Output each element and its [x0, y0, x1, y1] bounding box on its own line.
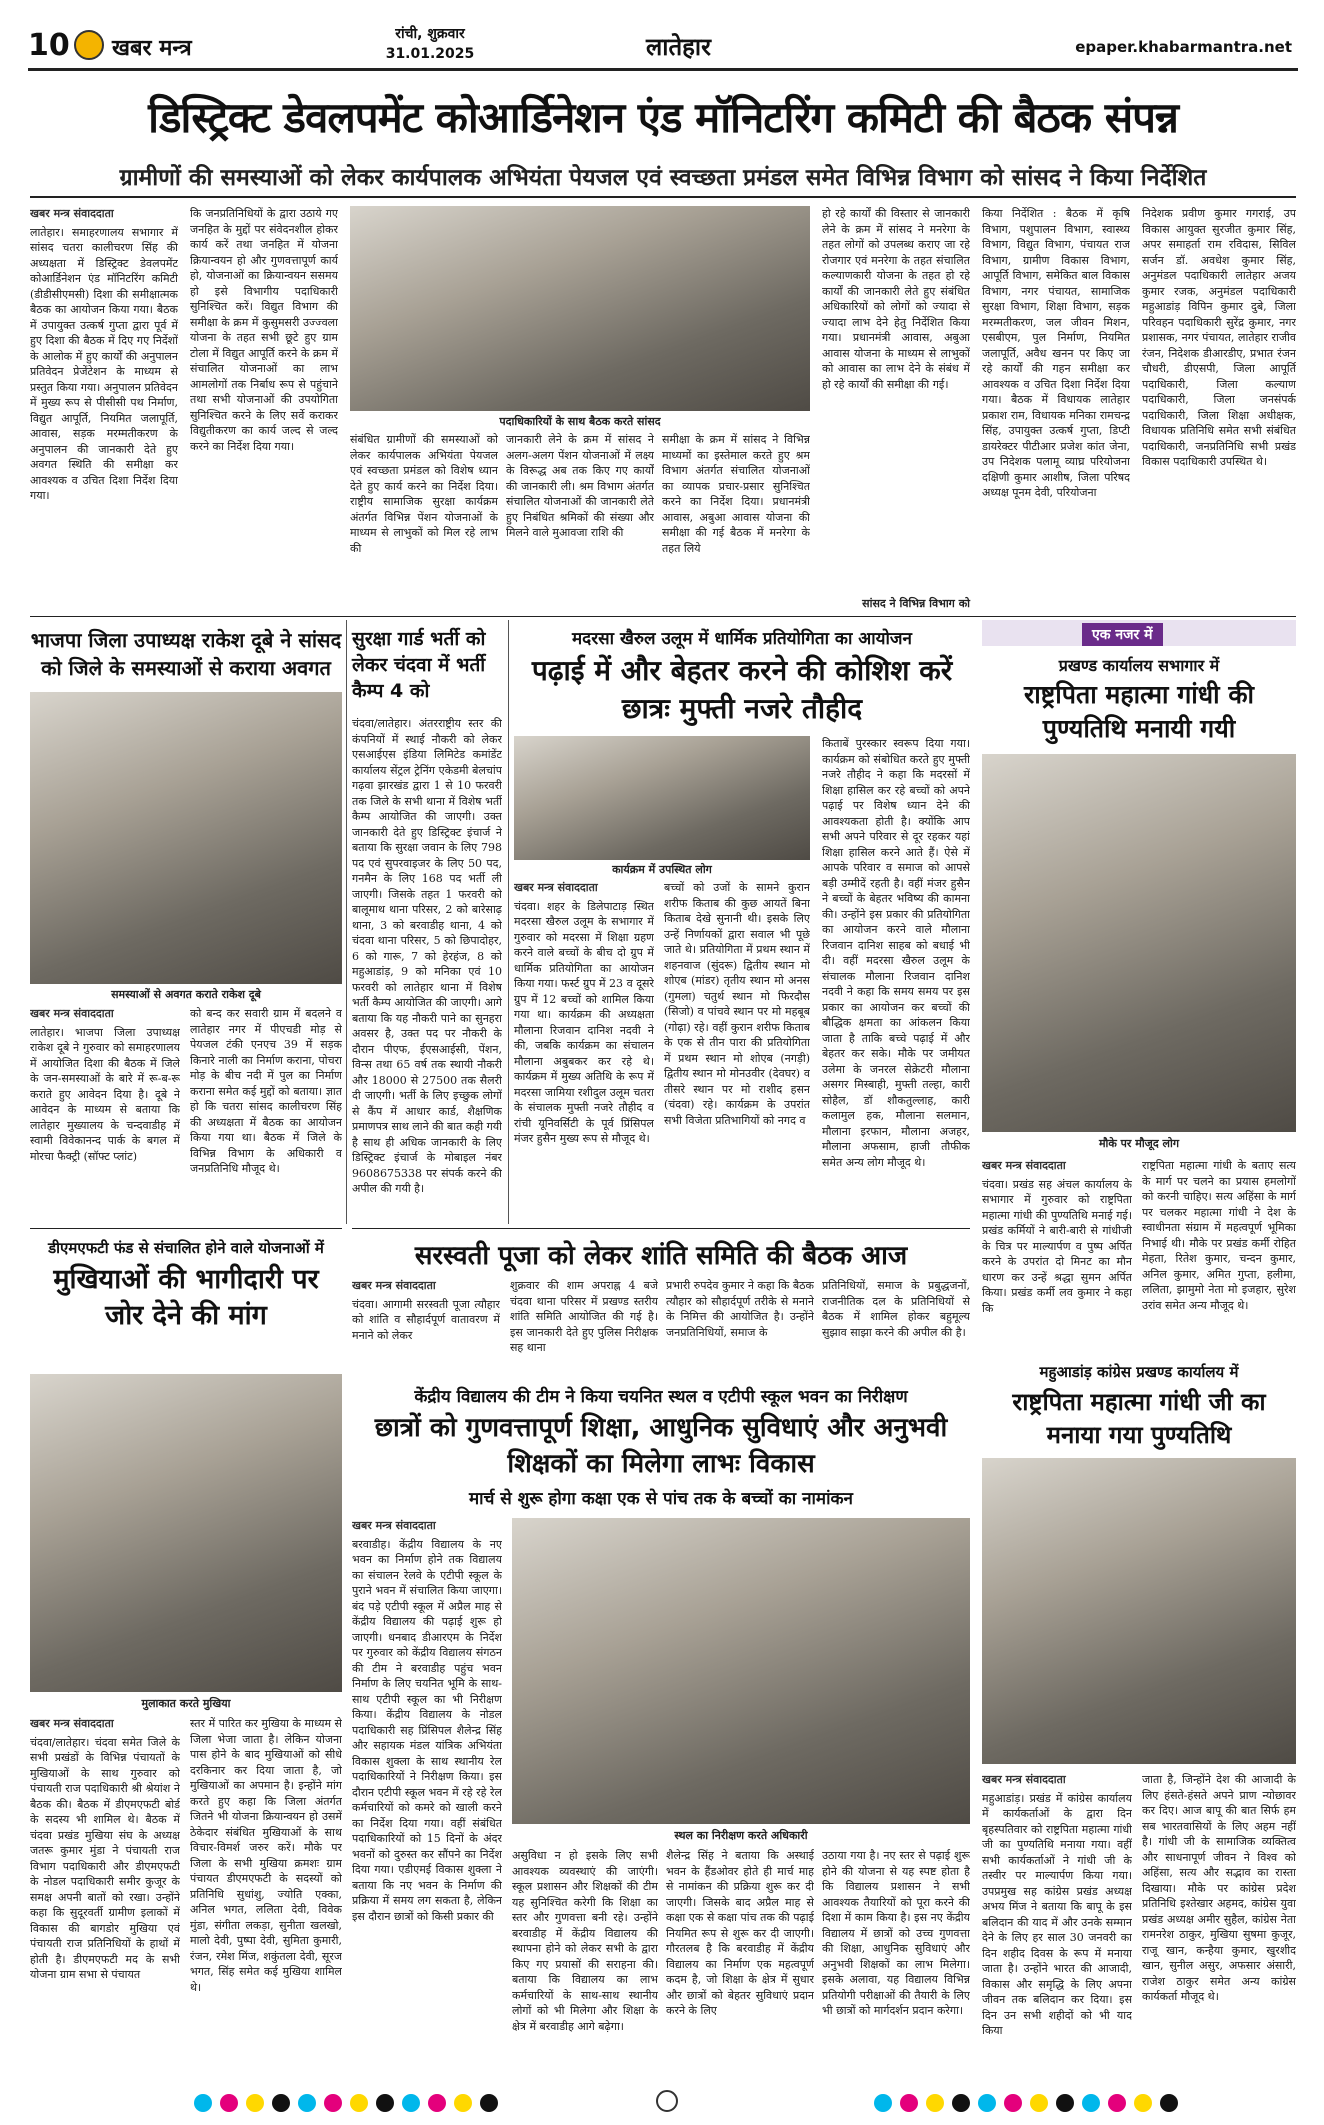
- main-story-col4: [506, 432, 654, 612]
- kv-subheadline: मार्च से शुरू होगा कक्षा एक से पांच तक के बच्चों का नामांकन: [469, 1489, 853, 1509]
- column-rule: [508, 620, 509, 1224]
- registration-mark-icon: [656, 2090, 678, 2112]
- mahuadand-col-b: [1142, 1772, 1296, 2082]
- color-swatch-icon: [1004, 2094, 1022, 2112]
- article-text: स्तर में पारित कर मुखिया के माध्यम से जिला भेजा जाता है। लेकिन योजना पास होने के बाद मुखियाओं को सीधे दरकिनार कर दिया जाता है, जो मुखियाओं का अपमान है। इन्होंने मांग करते हुए कहा कि जिला अंतर्गत जितने भी योजना क्रियान्वयन हो उसमें ठेकेदार संबंधित मुखियाओं के साथ विचार-विमर्श जरुर करें। मौके पर जिला के सभी मुखिया क्रमशः ग्राम पंचायत डीएमएफटी के सदस्यों को प्रतिनिधि सुधांशु, ज्योति एक्का, अनिल भगत, ललिता देवी, विवेक मुंडा, संगीता लकड़ा, सुनीता खलखो, मालो देवी, पुष्पा देवी, सुमिता कुमारी, रंजन, रमेश मिंज, शकुंतला देवी, सूरज भगत, सिंह समेत कई मुखिया शामिल थे।: [190, 1717, 342, 1994]
- mahuadand-col-a: [982, 1772, 1132, 2082]
- saraswati-col-b: [510, 1278, 658, 1374]
- byline: खबर मन्त्र संवाददाता: [982, 1159, 1066, 1172]
- mukhiya-photo: [30, 1374, 342, 1692]
- color-swatch-icon: [454, 2094, 472, 2112]
- article-text: कि जनप्रतिनिधियों के द्वारा उठाये गए जनहित के मुद्दों पर संवेदनशील होकर कार्य करें तथा जनहित में योजना क्रियान्वयन हो और गुणवत्तापूर्ण कार्य हो, योजनाओं का क्रियान्वयन ससमय हो इसे विभागीय पदाधिकारी सुनिश्चित करें। विद्युत विभाग की समीक्षा के क्रम में कुसुमसरी उज्ज्वला योजना के तहत सभी छूटे हुए ग्राम टोला में विद्युत आपूर्ति करने के क्रम में संचालित योजनाओं का लाभ आमलोगों तक निर्बाध रूप से पहुंचाने तथा सभी योजनाओं की उपयोगिता सुनिश्चित करने के लिए सर्वे कराकर विद्युतीकरण का कार्य जल्द से जल्द करने का निर्देश दिया गया।: [190, 207, 338, 453]
- rakesh-col-a: [30, 1006, 180, 1224]
- article-text: राष्ट्रपिता महात्मा गांधी के बताए सत्य के मार्ग पर चलने का प्रयास हमलोगों को करनी चाहिए। सत्य अहिंसा के मार्ग पर चलकर महात्मा गांधी ने देश के स्वाधीनता संग्राम में महत्वपूर्ण भूमिका निभाई थी। मौके पर प्रखंड कर्मी रोहित मेहता, रितेश कुमार, चन्दन कुमार, अनिल कुमार, अमित गुप्ता, हलीमा, ललिता, झामुमो नेता मो इजहार, सुरेश उरांव समेत अन्य मौजूद थे।: [1142, 1159, 1296, 1312]
- color-swatch-icon: [952, 2094, 970, 2112]
- nazar-caption: मौके पर मौजूद लोग: [1098, 1137, 1180, 1150]
- dateline: [356, 24, 504, 64]
- article-text: चंदवा। आगामी सरस्वती पूजा त्यौहार को शांति व सौहार्दपूर्ण वातावरण में मनाने को लेकर: [352, 1297, 500, 1342]
- mukhiya-col-a: [30, 1716, 180, 2082]
- kv-col-b: [512, 1848, 658, 2082]
- color-swatch-icon: [194, 2094, 212, 2112]
- main-story-col5: [662, 432, 810, 612]
- kv-col-d: [822, 1848, 970, 2082]
- article-text: निदेशक प्रवीण कुमार गगराई, उप विकास आयुक्त सुरजीत कुमार सिंह, अपर समाहर्ता राम रविदास, सिविल सर्जन डॉ. अवधेश कुमार सिंह, अनुमंडल पदाधिकारी लातेहार अजय कुमार रजक, अनुमंडल पदाधिकारी महुआडांड़ विपिन कुमार दुबे, जिला परिवहन पदाधिकारी सुरेंद्र कुमार, नगर प्रशासक, नगर पंचायत, लातेहार राजीव रंजन, निदेशक डीआरडीए, प्रभात रंजन चौधरी, डीएसपी, जिला आपूर्ति पदाधिकारी, जिला कल्याण पदाधिकारी, जिला जनसंपर्क पदाधिकारी, जिला शिक्षा अधीक्षक, विधायक प्रतिनिधि समेत सभी संबंधित पदाधिकारी, जनप्रतिनिधि सभी प्रखंड विकास पदाधिकारी उपस्थित थे।: [1142, 207, 1296, 468]
- kv-col-c: [666, 1848, 814, 2082]
- main-story-col6: [822, 206, 970, 596]
- madrasa-caption: कार्यक्रम में उपस्थित लोग: [612, 863, 712, 876]
- article-text: किताबें पुरस्कार स्वरूप दिया गया। कार्यक्रम को संबोधित करते हुए मुफ्ती नजरे तौहीद ने कहा कि मदरसों में शिक्षा हासिल कर रहे बच्चों को अपने पढ़ाई पर विशेष ध्यान देने की आवश्यकता होती है। क्योंकि आप सभी अपने परिवार से दूर रहकर यहां शिक्षा हासिल करने आते हैं। ऐसे में आपके परिवार व समाज को आपसे बड़ी उम्मीदें रहती है। वहीं मंजर हुसैन ने बच्चों के बेहतर भविष्य की कामना की। उन्होंने इस प्रकार की प्रतियोगिता का आयोजन करने वाले मौलाना रिजवान दानिश साहब को बधाई भी दी। वहीं मदरसा खैरुल उलूम के संचालक मौलाना रिजवान दानिश नदवी ने कहा कि समय समय पर इस प्रकार का आयोजन कर बच्चों की बौद्धिक क्षमता का आंकलन किया जाता है ताकि बच्चे पढ़ाई में और बेहतर कर सके। मौके पर जमीयत उलेमा के जनरल सेक्रेटरी मौलाना असगर मिस्बाही, मुफ्ती तल्हा, कारी सोहैल, डॉ शौकतुल्लाह, कारी कलामुल हक, मौलाना सलमान, मौलाना इरफान, मौलाना अजहर, मौलाना अफसाम, हाजी तौफीक समेत अन्य लोग मौजूद थे।: [822, 737, 970, 1169]
- color-swatch-icon: [402, 2094, 420, 2112]
- saraswati-col-c: [666, 1278, 814, 1374]
- divider: [30, 196, 1296, 198]
- color-swatch-icon: [220, 2094, 238, 2112]
- masthead: [28, 24, 1298, 71]
- color-swatch-icon: [428, 2094, 446, 2112]
- print-registration-marks: [30, 2090, 1296, 2114]
- article-text: बच्चों को उजों के सामने कुरान शरीफ किताब की कुछ आयतें बिना किताब देखे सुनानी थी। इसके लिए उन्हें निर्णायकों द्वारा सवाल भी पूछे जाते थे। प्रतियोगिता में प्रथम स्थान में शहनवाज (सुंदरू) द्वितीय स्थान मो शोएब (मांडर) तृतीय स्थान मो अनस (गुमला) चतुर्थ स्थान मो फिरदौस (सिजो) व पांचवे स्थान पर मो महबूब (गोढ़ा) रहे। वहीं कुरान शरीफ किताब के एक से तीन पारा की प्रतियोगिता में प्रथम स्थान मो शोएब (नगड़ी) द्वितीय स्थान मो मोनउवीर (देवघर) व तीसरे स्थान पर मो राशीद हसन (चंदवा) रहे। कार्यक्रम के उपरांत सभी विजेता प्रतिभागियों को नगद व: [664, 881, 810, 1127]
- article-text: प्रतिनिधियों, समाज के प्रबुद्धजनों, राजनीतिक दल के प्रतिनिधियों से बैठक में शामिल होकर बहुमूल्य सुझाव साझा करने की अपील की है।: [822, 1279, 970, 1339]
- main-headline: डिस्ट्रिक्ट डेवलपमेंट कोआर्डिनेशन एंड मॉनिटरिंग कमिटी की बैठक संपन्न: [148, 93, 1178, 142]
- article-text: किया निर्देशित : बैठक में कृषि विभाग, पशुपालन विभाग, स्वास्थ्य विभाग, विद्युत विभाग, पंचायत राज विभाग, ग्रामीण विकास विभाग, आपूर्ति विभाग, समेकित बाल विकास विभाग, नगर पंचायत, सामाजिक सुरक्षा विभाग, शिक्षा विभाग, सड़क मरम्मतीकरण, जल जीवन मिशन, एसबीएम, पुल निर्माण, नियमित जलापूर्ति, अवैध खनन पर किए जा रहे कार्यों की गहन समीक्षा कर आवश्यक व उचित दिशा निर्देश दिया गया। बैठक में विधायक लातेहार प्रकाश राम, विधायक मनिका रामचन्द्र सिंह, उपायुक्त उत्कर्ष गुप्ता, डिप्टी डायरेक्टर पीटीआर प्रजेश कांत जेना, उप निदेशक पलामू व्याघ्र परियोजना दक्षिणी कुमार आशीष, जिला परिषद अध्यक्ष पूनम देवी, परियोजना: [982, 207, 1130, 499]
- mukhiya-col-b: [190, 1716, 342, 2082]
- saraswati-headline: सरस्वती पूजा को लेकर शांति समिति की बैठक आज: [414, 1241, 908, 1271]
- byline: खबर मन्त्र संवाददाता: [352, 1519, 436, 1532]
- article-text: समीक्षा के क्रम में सांसद ने विभिन्न माध्यमों का इस्तेमाल करते हुए श्रम विभाग अंतर्गत संचालित योजनाओं का व्यापक प्रचार-प्रसार सुनिश्चित करने का निर्देश दिया। प्रधानमंत्री आवास, अबुआ आवास योजना की समीक्षा की गई बैठक में मनरेगा के तहत लिये: [662, 433, 810, 555]
- column-rule: [346, 620, 347, 1224]
- article-text: असुविधा न हो इसके लिए सभी आवश्यक व्यवस्थाएं की जाएंगी। स्कूल प्रशासन और शिक्षकों की टीम यह सुनिश्चित करेगी कि शिक्षा का स्तर और गुणवत्ता बनी रहे। उन्होंने बरवाडीह में केंद्रीय विद्यालय की स्थापना होने को लेकर सभी के द्वारा किए गए प्रयासों की सराहना की। बताया कि विद्यालय का लाभ कर्मचारियों के साथ-साथ स्थानीय लोगों को भी मिलेगा और शिक्षा के क्षेत्र में बरवाडीह आगे बढ़ेगा।: [512, 1849, 658, 2033]
- byline: खबर मन्त्र संवाददाता: [30, 207, 114, 220]
- article-text: चंदवा। प्रखंड सह अंचल कार्यालय के सभागार में गुरुवार को राष्ट्रपिता महात्मा गांधी की पुण्यतिथि मनाई गई। प्रखंड कर्मियों ने बारी-बारी से गांधीजी के चित्र पर माल्यार्पण व पुष्प अर्पित करने के उपरांत दो मिनट का मौन धारण कर उन्हें श्रद्धा सुमन अर्पित किया। प्रखंड कर्मी लव कुमार ने कहा कि: [982, 1177, 1132, 1315]
- mukhiya-caption: मुलाकात करते मुखिया: [141, 1697, 231, 1710]
- color-swatch-icon: [1056, 2094, 1074, 2112]
- article-text: लातेहार। भाजपा जिला उपाध्यक्ष राकेश दूबे ने गुरुवार को समाहरणालय में आयोजित दिशा की बैठक में जिले के जन-समस्याओं के बारे में रू-ब-रू कराते हुए आवेदन दिया है। दूबे ने आवेदन के माध्यम से बताया कि लातेहार मुख्यालय के चन्दवाडीह में स्वामी विवेकानन्द पार्क के बगल में मोरचा फैक्ट्री (सॉफ्ट प्लांट): [30, 1025, 180, 1163]
- nazar-kicker: प्रखण्ड कार्यालय सभागार में: [1058, 656, 1220, 675]
- nazar-tag-bar: [982, 620, 1296, 646]
- mukhiya-kicker: डीएमएफटी फंड से संचालित होने वाले योजनाओं में: [48, 1239, 324, 1257]
- divider: [30, 1228, 342, 1229]
- page-number: 10: [28, 28, 70, 63]
- color-swatch-icon: [350, 2094, 368, 2112]
- article-text: चंदवा। शहर के डिलेपाटाड़ स्थित मदरसा खैरुल उलूम के सभागार में गुरुवार को मदरसा में शिक्षा ग्रहण करने वाले बच्चों के बीच दो ग्रुप में धार्मिक प्रतियोगिता का आयोजन किया गया। फर्स्ट ग्रुप में 23 व दूसरे ग्रुप में 12 बच्चों को शामिल किया गया था। कार्यक्रम की अध्यक्षता मौलाना रिजवान दानिश नदवी ने की, जबकि कार्यक्रम का संचालन मौलाना अबुबकर कर रहे थे। कार्यक्रम में मुख्य अतिथि के रूप में मदरसा जामिया रशीदुल उलूम चतरा के संचालक मुफ्ती नजरे तौहीद व रांची यूनिवर्सिटी के पूर्व प्रिंसिपल मंजर हुसैन मुख्य रूप से मौजूद थे।: [514, 899, 654, 1145]
- color-swatch-icon: [978, 2094, 996, 2112]
- article-text: संबंधित ग्रामीणों की समस्याओं को लेकर कार्यपालक अभियंता पेयजल एवं स्वच्छता प्रमंडल को विशेष ध्यान देते हुए कार्य करने का निर्देश दिया। राष्ट्रीय सामाजिक सुरक्षा कार्यक्रम अंतर्गत विभिन्न पेंशन योजनाओं के माध्यम से लाभुकों को मिल रहे लाभ की: [350, 433, 498, 555]
- divider: [30, 616, 1296, 617]
- main-story-col3: [350, 432, 498, 612]
- main-story-col1: [30, 206, 178, 611]
- rakesh-photo: [30, 692, 342, 984]
- kv-photo: [512, 1518, 970, 1824]
- main-story-col2: [190, 206, 338, 611]
- rakesh-caption: समस्याओं से अवगत कराते राकेश दूबे: [111, 988, 261, 1001]
- madrasa-photo: [514, 736, 810, 860]
- color-swatches-right: [870, 2092, 1182, 2112]
- color-swatch-icon: [324, 2094, 342, 2112]
- divider: [352, 1228, 970, 1229]
- article-text: हो रहे कार्यों की विस्तार से जानकारी लेने के क्रम में सांसद ने मनरेगा के तहत लोगों को उपलब्ध कराए जा रहे रोजगार एवं मनरेगा के तहत संचालित कल्याणकारी योजना के तहत हो रहे कार्यों की जानकारी लेते हुए संबंधित अधिकारियों को लोगों को ज्यादा से ज्यादा लाभ देने हेतु निर्देशित किया गया। प्रधानमंत्री आवास, अबुआ आवास योजना के माध्यम से लाभुकों को आवास का लाभ देने के संबंध में हो रहे कार्यों की समीक्षा की गई।: [822, 207, 970, 391]
- article-text: चंदवा/लातेहार। अंतरराष्ट्रीय स्तर की कंपनियों में स्थाई नौकरी को लेकर एसआईएस इंडिया लिमिटेड कमांडेंट कार्यालय सेंट्रल ट्रेनिंग एकेडमी बेलचांप गढ़वा झारखंड द्वारा 1 से 10 फरवरी तक जिले के सभी थाना में विशेष भर्ती कैम्प आयोजित की जाएगी। उक्त जानकारी देते हुए डिस्ट्रिक्ट इंचार्ज ने बताया कि सुरक्षा जवान के लिए 798 पद एवं सुपरवाइजर के लिए 50 पद, गनमैन के लिए 168 पद भर्ती ली जाएगी। जिसके तहत 1 फरवरी को बालूमाथ थाना परिसर, 2 को बारेसाढ़ थाना, 3 को बरवाडीह थाना, 4 को चंदवा थाना परिसर, 5 को छिपादोहर, 6 को गारू, 7 को हेरहंज, 8 को महुआडांड़, 9 को मनिका एवं 10 फरवरी को लातेहार थाना में विशेष भर्ती कैम्प आयोजित की जाएगी। आगे बताया कि यह नौकरी पाने का सुनहरा अवसर है, उक्त पद पर नौकरी के दौरान पीएफ, ईएसआईसी, पेंशन, विन्स तथा 65 वर्ष तक स्थायी नौकरी और 18000 से 27500 तक सैलरी दी जाएगी। भर्ती के लिए इच्छुक लोगों से कैंप में आधार कार्ड, शैक्षणिक प्रमाणपत्र साथ लाने की बात कही गयी है साथ ही अधिक जानकारी के लिए डिस्ट्रिक्ट इंचार्ज के मोबाइल नंबर 9608675338 पर संपर्क करने की अपील की गयी है।: [352, 717, 502, 1195]
- photo-caption: पदाधिकारियों के साथ बैठक करते सांसद: [499, 415, 661, 428]
- color-swatch-icon: [1082, 2094, 1100, 2112]
- color-swatch-icon: [480, 2094, 498, 2112]
- byline: खबर मन्त्र संवाददाता: [30, 1717, 114, 1730]
- mahuadand-kicker: महुआडांड़ कांग्रेस प्रखण्ड कार्यालय में: [1039, 1363, 1239, 1381]
- rakesh-col-b: [190, 1006, 342, 1224]
- kv-col-a: [352, 1518, 502, 2082]
- byline: खबर मन्त्र संवाददाता: [352, 1279, 436, 1292]
- issue-date: 31.01.2025: [385, 46, 475, 62]
- nazar-photo: [982, 754, 1296, 1132]
- article-text: जानकारी लेने के क्रम में सांसद ने अलग-अलग पेंशन योजनाओं में लक्ष्य के विरूद्ध अब तक किए गए कार्यों की जानकारी ली। श्रम विभाग अंतर्गत संचालित योजनाओं की जानकारी लेते हुए निबंधित श्रमिकों की संख्या और मिलने वाले मुआवजा राशि की: [506, 433, 654, 539]
- color-swatch-icon: [1160, 2094, 1178, 2112]
- main-story-col7: [982, 206, 1130, 611]
- guard-headline: सुरक्षा गार्ड भर्ती को लेकर चंदवा में भर्ती कैम्प 4 को: [352, 628, 486, 702]
- article-text: शुक्रवार की शाम अपराह्न 4 बजे चंदवा थाना परिसर में प्रखण्ड स्तरीय शांति समिति आयोजित की गई है। इस जानकारी देते हुए पुलिस निरीक्षक सह थाना: [510, 1279, 658, 1354]
- main-story-col8: [1142, 206, 1296, 611]
- byline: खबर मन्त्र संवाददाता: [982, 1773, 1066, 1786]
- kv-headline: छात्रों को गुणवत्तापूर्ण शिक्षा, आधुनिक सुविधाएं और अनुभवी शिक्षकों का मिलेगा लाभः विकास: [374, 1413, 948, 1479]
- color-swatches-left: [190, 2092, 502, 2112]
- section-name: लातेहार: [646, 33, 711, 61]
- color-swatch-icon: [376, 2094, 394, 2112]
- color-swatch-icon: [272, 2094, 290, 2112]
- article-text: बरवाडीह। केंद्रीय विद्यालय के नए भवन का निर्माण होने तक विद्यालय का संचालन रेलवे के एटीपी स्कूल के पुराने भवन में संचालित किया जाएगा। बंद पड़े एटीपी स्कूल में अप्रैल माह से केंद्रीय विद्यालय की पढ़ाई शुरू हो जाएगी। धनबाद डीआरएम के निर्देश पर गुरुवार को केंद्रीय विद्यालय संगठन की टीम ने बरवाडीह पहुंच भवन निर्माण के लिए चयनित भूमि के साथ-साथ एटीपी स्कूल का भी निरीक्षण किया। केंद्रीय विद्यालय के नोडल पदाधिकारी सह प्रिंसिपल शैलेन्द्र सिंह और सहायक मंडल यांत्रिक अभियंता विकास शुक्ला के साथ स्थानीय रेल पदाधिकारियों ने निरीक्षण किया। इस दौरान एटीपी स्कूल भवन में रहे रहे रेल कर्मचारियों को कमरे को खाली करने का निर्देश दिया गया। वहीं संबंधित पदाधिकारियों को 15 दिनों के अंदर भवनों को दुरुस्त कर सौंपने का निर्देश दिया गया। एडीएमई विकास शुक्ला ने बताया कि नए भवन के निर्माण की प्रक्रिया में समय लग सकता है, लेकिन इस दौरान छात्रों को किसी प्रकार की: [352, 1537, 502, 1923]
- color-swatch-icon: [1134, 2094, 1152, 2112]
- madrasa-headline: पढ़ाई में और बेहतर करने की कोशिश करें छात्रः मुफ्ती नजरे तौहीद: [531, 654, 953, 725]
- main-subheadline: ग्रामीणों की समस्याओं को लेकर कार्यपालक अभियंता पेयजल एवं स्वच्छता प्रमंडल समेत विभिन्न विभाग को सांसद ने किया निर्देशित: [119, 165, 1207, 191]
- madrasa-col-b: [664, 880, 810, 1224]
- nazar-headline: राष्ट्रपिता महात्मा गांधी की पुण्यतिथि मनायी गयी: [1023, 680, 1255, 743]
- article-text: लातेहार। समाहरणालय सभागार में सांसद चतरा कालीचरण सिंह की अध्यक्षता में डिस्ट्रिक्ट डेवलपमेंट कोआर्डिनेशन एंड मॉनिटरिंग कमिटी (डीडीसीएमसी) दिशा की समीक्षात्मक बैठक का आयोजन किया गया। बैठक में उपायुक्त उत्कर्ष गुप्ता द्वारा पूर्व में हुए दिशा की बैठक में दिए गए निर्देशों के आलोक में हुए कार्यों की अनुपालन प्रतिवेदन प्रेजेंटेशन के माध्यम से प्रस्तुत किया गया। अनुपालन प्रतिवेदन में मुख्य रूप से पीसीसी पथ निर्माण, विद्युत आपूर्ति, नियमित जलापूर्ति, आवास, सड़क मरम्मतीकरण के अनुपालन की जानकारी देते हुए अवगत स्थिति की समीक्षा कर आवश्यक व उचित दिशा निर्देश दिया गया।: [30, 225, 178, 502]
- nazar-col-b: [1142, 1158, 1296, 1354]
- article-text: शैलेन्द्र सिंह ने बताया कि अस्थाई भवन के हैंडओवर होते ही मार्च माह से नामांकन की प्रक्रिया शुरू कर दी जाएगी। जिसके बाद अप्रैल माह से कक्षा एक से कक्षा पांच तक की पढ़ाई नियमित रूप से शुरू कर दी जाएगी। गौरतलब है कि बरवाडीह में केंद्रीय विद्यालय का निर्माण एक महत्वपूर्ण कदम है, जो शिक्षा के क्षेत्र में सुधार और छात्रों को बेहतर सुविधाएं प्रदान करने के लिए: [666, 1849, 814, 2017]
- publication-logo-text: खबर मन्त्र: [112, 36, 192, 61]
- madrasa-col-c: [822, 736, 970, 1224]
- color-swatch-icon: [1108, 2094, 1126, 2112]
- kv-caption: स्थल का निरीक्षण करते अधिकारी: [674, 1829, 808, 1842]
- mahuadand-photo: [982, 1458, 1296, 1764]
- mukhiya-headline: मुखियाओं की भागीदारी पर जोर देने की मांग: [53, 1264, 319, 1331]
- mahuadand-headline: राष्ट्रपिता महात्मा गांधी जी का मनाया गया पुण्यतिथि: [1012, 1388, 1266, 1449]
- meeting-photo: [350, 206, 810, 411]
- sub-caption: सांसद ने विभिन्न विभाग को: [862, 597, 970, 610]
- madrasa-kicker: मदरसा खैरुल उलूम में धार्मिक प्रतियोगिता का आयोजन: [572, 629, 912, 649]
- color-swatch-icon: [874, 2094, 892, 2112]
- color-swatch-icon: [1030, 2094, 1048, 2112]
- color-swatch-icon: [926, 2094, 944, 2112]
- article-text: महुआडांड़। प्रखंड में कांग्रेस कार्यालय में कार्यकर्ताओं के द्वारा दिन बृहस्पतिवार को राष्ट्रपिता महात्मा गांधी जी का पुण्यतिथि मनाया गया। वहीं सभी कार्यकर्ताओं ने गांधी जी के तस्वीर पर माल्यार्पण किया गया। उपप्रमुख सह कांग्रेस प्रखंड अध्यक्ष अभय मिंज ने बताया कि बापू के इस बलिदान की याद में और उनके सम्मान देने के लिए हर साल 30 जनवरी का दिन शहीद दिवस के रूप में मनाया जाता है। उन्होंने भारत की आजादी, विकास और समृद्धि के लिए अपना जीवन तक बलिदान कर दिया। इस दिन उन सभी शहीदों को भी याद किया: [982, 1791, 1132, 2037]
- color-swatch-icon: [298, 2094, 316, 2112]
- saraswati-col-a: [352, 1278, 500, 1374]
- article-text: को बन्द कर सवारी ग्राम में बदलने व लातेहार नगर में पीएचडी मोड़ से पेयजल टंकी एनएच 39 में सड़क किनारे नाली का निर्माण कराना, पोचरा मोड़ के बीच नदी में पुल का निर्माण कराना समेत कई मुद्दों को बताया। ज्ञात हो कि चतरा सांसद कालीचरण सिंह की अध्यक्षता में बैठक का आयोजन किया गया था। बैठक में जिले के विभिन्न विभाग के अधिकारी व जनप्रतिनिधि मौजूद थे।: [190, 1007, 342, 1175]
- byline: खबर मन्त्र संवाददाता: [30, 1007, 114, 1020]
- saraswati-col-d: [822, 1278, 970, 1374]
- color-swatch-icon: [900, 2094, 918, 2112]
- nazar-tag: एक नजर में: [1082, 623, 1163, 646]
- kv-kicker: केंद्रीय विद्यालय की टीम ने किया चयनित स्थल व एटीपी स्कूल भवन का निरीक्षण: [414, 1387, 908, 1407]
- epaper-link[interactable]: epaper.khabarmantra.net: [1075, 38, 1292, 56]
- guard-body: [352, 716, 502, 1224]
- nazar-col-a: [982, 1158, 1132, 1354]
- logo-icon: [74, 30, 104, 60]
- madrasa-col-a: [514, 880, 654, 1224]
- rakesh-headline: भाजपा जिला उपाध्यक्ष राकेश दूबे ने सांसद को जिले के समस्याओं से कराया अवगत: [30, 628, 342, 680]
- article-text: जाता है, जिन्होंने देश की आजादी के लिए हंसते-हंसते अपने प्राण न्योछावर कर दिए। आज बापू की बात सिर्फ हम सब भारतवासियों के लिए अहम नहीं है। गांधी जी के सामाजिक व्यक्तित्व और साधनापूर्ण जीवन ने विश्व को अहिंसा, सत्य और सद्भाव का रास्ता दिखाया। मौके पर कांग्रेस प्रदेश प्रतिनिधि इश्तेखार अहमद, कांग्रेस युवा प्रखंड अध्यक्ष अमीर सुहैल, कांग्रेस नेता रामनरेश ठाकुर, मुखिया सुषमा कुजूर, राजू खान, कन्हैया कुमार, खुरशीद खान, सुनील असुर, अफसार अंसारी, राजेश ठाकुर समेत अन्य कांग्रेस कार्यकर्ता मौजूद थे।: [1142, 1773, 1296, 2003]
- article-text: प्रभारी रुपदेव कुमार ने कहा कि बैठक त्यौहार को सौहार्दपूर्ण तरीके से मनाने के निमित्त की आयोजित है। उन्होंने जनप्रतिनिधियों, समाज के: [666, 1279, 814, 1339]
- byline: खबर मन्त्र संवाददाता: [514, 881, 598, 894]
- color-swatch-icon: [246, 2094, 264, 2112]
- article-text: उठाया गया है। नए स्तर से पढ़ाई शुरू होने की योजना से यह स्पष्ट होता है कि विद्यालय प्रशासन ने सभी आवश्यक तैयारियों को पूरा करने की दिशा में काम किया है। इस नए केंद्रीय विद्यालय में छात्रों को उच्च गुणवत्ता की शिक्षा, आधुनिक सुविधाएं और अनुभवी शिक्षकों का लाभ मिलेगा। इसके अलावा, यह विद्यालय विभिन्न प्रतियोगी परीक्षाओं की तैयारी के लिए भी छात्रों को मार्गदर्शन प्रदान करेगा।: [822, 1849, 970, 2017]
- city-day: रांची, शुक्रवार: [395, 26, 465, 42]
- article-text: चंदवा/लातेहार। चंदवा समेत जिले के सभी प्रखंडों के विभिन्न पंचायतों के मुखियाओं के साथ गुरुवार को पंचायती राज पदाधिकारी श्री श्रेयांश ने बैठक की। बैठक में डीएमएफटी बोर्ड के सदस्य भी शामिल थे। बैठक में चंदवा प्रखंड मुखिया संघ के अध्यक्ष जतरू कुमार मुंडा ने पंचायती राज विभाग पदाधिकारी और डीएमएफटी के नोडल पदाधिकारी समीर कुजूर के समक्ष अपनी बातों को रखा। उन्होंने कहा कि सुदूरवर्ती ग्रामीण इलाकों में विकास की बागडोर मुखिया एवं पंचायती राज प्रतिनिधियों के हाथों में होती है। डीएमएफटी मद के सभी योजना ग्राम सभा से पंचायत: [30, 1735, 180, 1981]
